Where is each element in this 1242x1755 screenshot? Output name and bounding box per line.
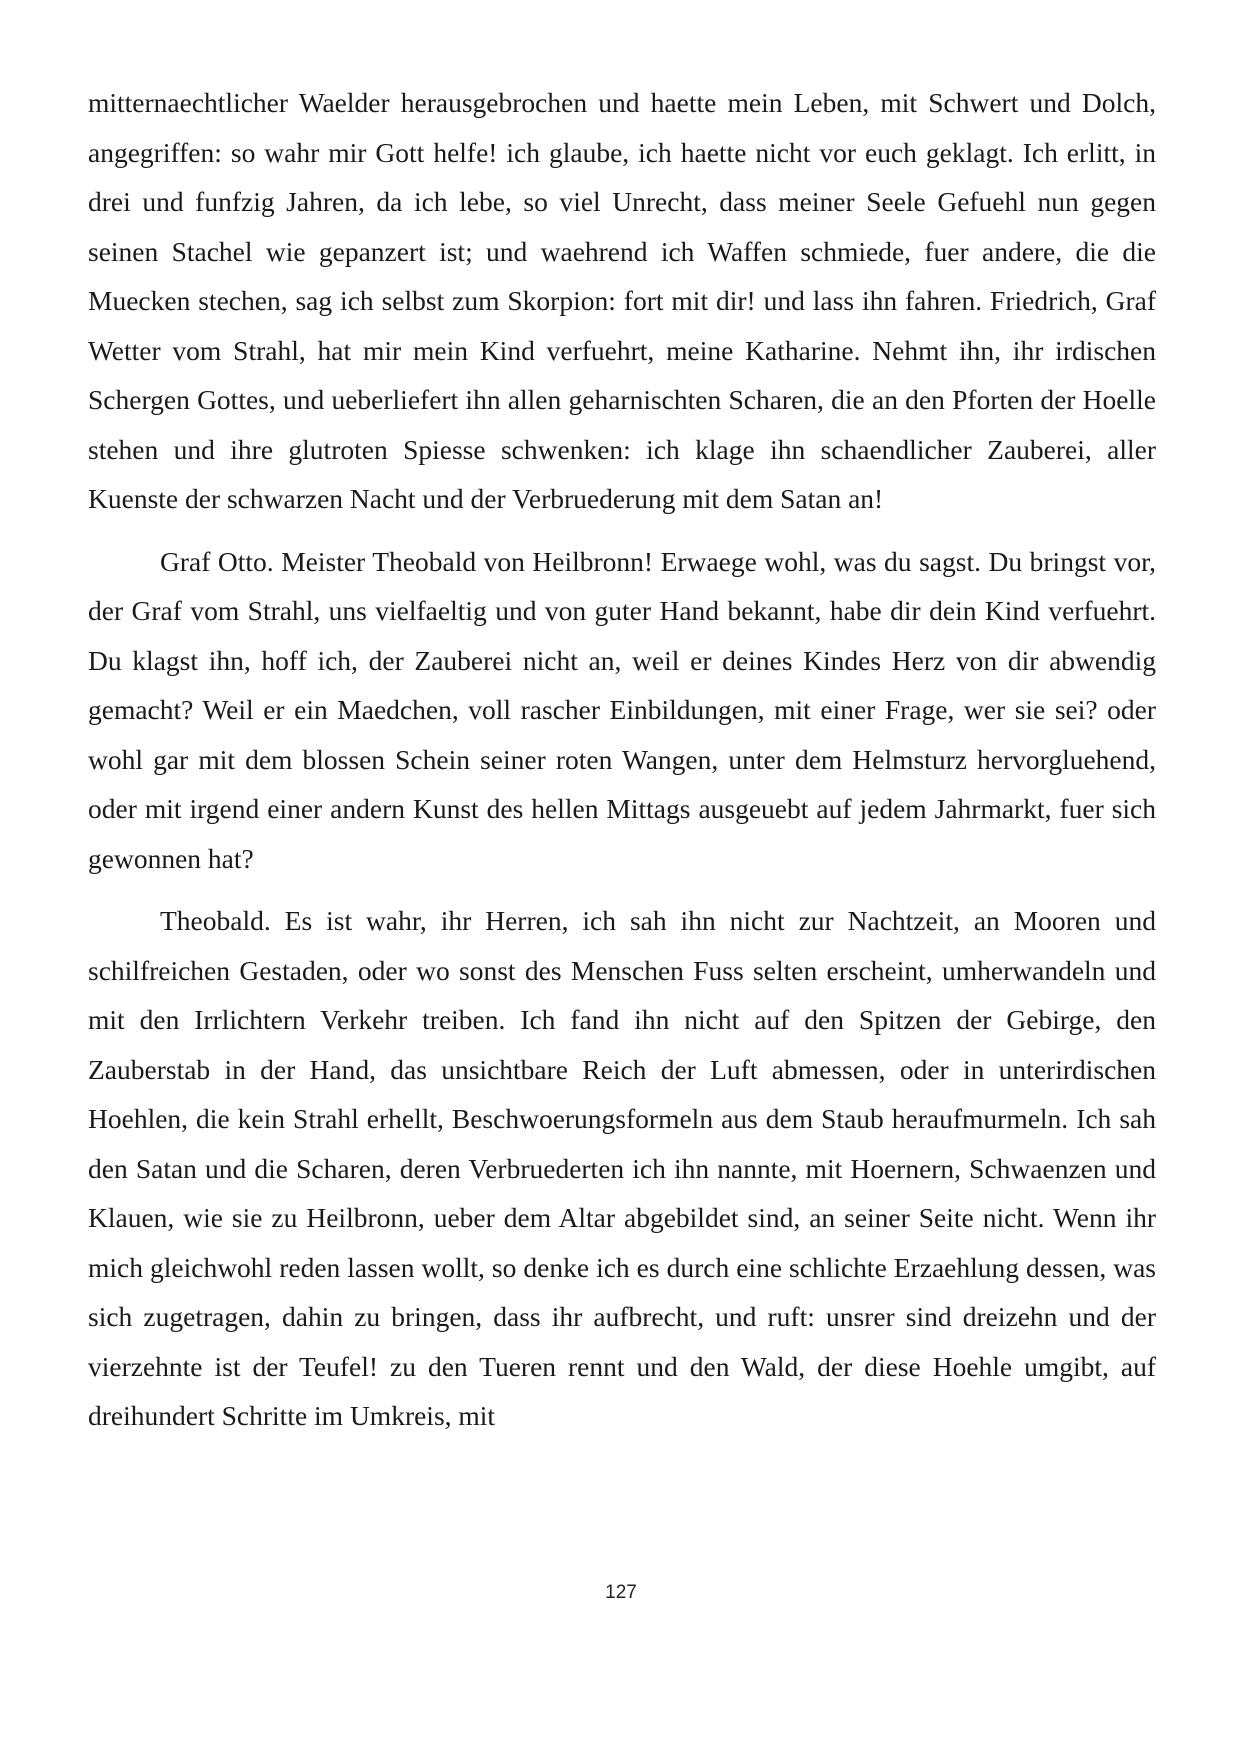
document-body — [88, 78, 1156, 1454]
paragraph-continuation: mitternaechtlicher Waelder herausgebrochen und haette mein Leben, mit Schwert und Dolch, angegriffen: so wahr mir Gott helfe! ich glaube, ich haette nicht vor euch geklagt. Ich erlitt, in drei und funfzig Jahren, da ich lebe, so viel Unrecht, dass meiner Seele Gefuehl nun gegen seinen Stachel wie gepanzert ist; und waehrend ich Waffen schmiede, fuer andere, die die Muecken stechen, sag ich selbst zum Skorpion: fort mit dir! und lass ihn fahren. Friedrich, Graf Wetter vom Strahl, hat mir mein Kind verfuehrt, meine Katharine. Nehmt ihn, ihr irdischen Schergen Gottes, und ueberliefert ihn allen geharnischten Scharen, die an den Pforten der Hoelle stehen und ihre glutroten Spiesse schwenken: ich klage ihn schaendlicher Zauberei, aller Kuenste der schwarzen Nacht und der Verbruederung mit dem Satan an! — [88, 87, 1156, 514]
page-number: 127 — [605, 1582, 637, 1603]
paragraph-graf-otto: Graf Otto. Meister Theobald von Heilbronn! Erwaege wohl, was du sagst. Du bringst vor, der Graf vom Strahl, uns vielfaeltig und von guter Hand bekannt, habe dir dein Kind verfuehrt. Du klagst ihn, hoff ich, der Zauberei nicht an, weil er deines Kindes Herz von dir abwendig gemacht? Weil er ein Maedchen, voll rascher Einbildungen, mit einer Frage, wer sie sei? oder wohl gar mit dem blossen Schein seiner roten Wangen, unter dem Helmsturz hervorgluehend, oder mit irgend einer andern Kunst des hellen Mittags ausgeuebt auf jedem Jahrmarkt, fuer sich gewonnen hat? — [88, 545, 1156, 874]
paragraph-theobald: Theobald. Es ist wahr, ihr Herren, ich sah ihn nicht zur Nachtzeit, an Mooren und schilfreichen Gestaden, oder wo sonst des Menschen Fuss selten erscheint, umherwandeln und mit den Irrlichtern Verkehr treiben. Ich fand ihn nicht auf den Spitzen der Gebirge, den Zauberstab in der Hand, das unsichtbare Reich der Luft abmessen, oder in unterirdischen Hoehlen, die kein Strahl erhellt, Beschwoerungsformeln aus dem Staub heraufmurmeln. Ich sah den Satan und die Scharen, deren Verbruederten ich ihn nannte, mit Hoernern, Schwaenzen und Klauen, wie sie zu Heilbronn, ueber dem Altar abgebildet sind, an seiner Seite nicht. Wenn ihr mich gleichwohl reden lassen wollt, so denke ich es durch eine schlichte Erzaehlung dessen, was sich zugetragen, dahin zu bringen, dass ihr aufbrecht, und ruft: unsrer sind dreizehn und der vierzehnte ist der Teufel! zu den Tueren rennt und den Wald, der diese Hoehle umgibt, auf dreihundert Schritte im Umkreis, mit — [88, 905, 1156, 1431]
